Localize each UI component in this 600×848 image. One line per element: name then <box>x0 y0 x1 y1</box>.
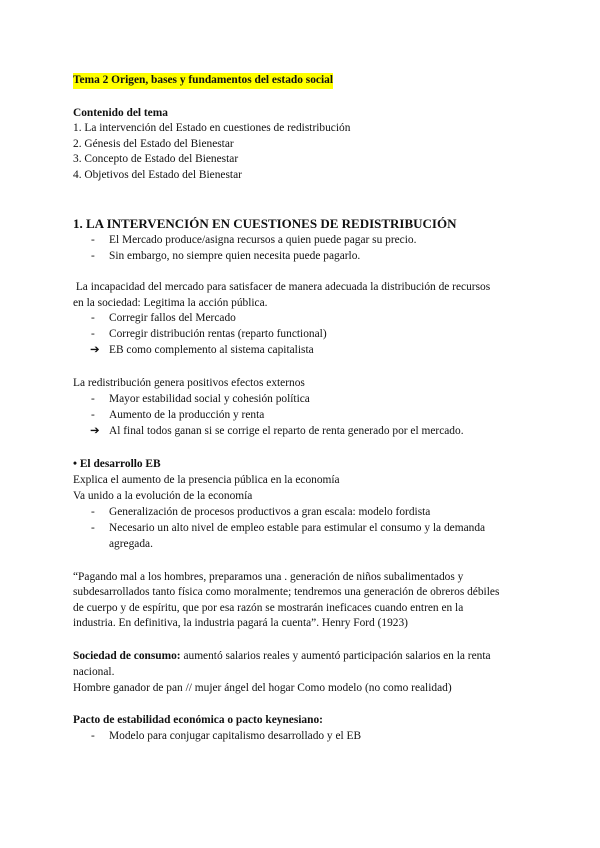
arrow-text: EB como complemento al sistema capitalista <box>109 344 314 356</box>
quote-line: de cuerpo y de espíritu, que por esa razón se mostrarán ineficaces cuando entren en la <box>73 602 464 614</box>
bullet-text: Aumento de la producción y renta <box>109 409 265 421</box>
bullet-text: Necesario un alto nivel de empleo estable para estimular el consumo y la demanda <box>109 522 486 534</box>
consumo-label: Sociedad de consumo: <box>73 650 181 662</box>
bullet-text: El Mercado produce/asigna recursos a quien puede pagar su precio. <box>109 234 417 246</box>
quote-line: subdesarrollados tanto física como moralmente; tendremos una generación de obreros débiles <box>73 586 500 598</box>
bullet-text: Corregir distribución rentas (reparto functional) <box>109 328 327 340</box>
contents-item: 4. Objetivos del Estado del Bienestar <box>73 169 242 181</box>
contents-heading: Contenido del tema <box>73 107 168 119</box>
document-title: Tema 2 Origen, bases y fundamentos del estado social <box>73 73 333 89</box>
arrow-icon: ➔ <box>90 425 100 437</box>
paragraph-line: La incapacidad del mercado para satisfacer de manera adecuada la distribución de recursos <box>73 281 491 293</box>
bullet-dash: - <box>91 250 95 262</box>
contents-item: 3. Concepto de Estado del Bienestar <box>73 153 239 165</box>
quote-line: industria. En definitiva, la industria pagará la cuenta”. Henry Ford (1923) <box>73 617 408 629</box>
paragraph-line: nacional. <box>73 666 115 678</box>
bullet-dash: - <box>91 393 95 405</box>
paragraph-line: La redistribución genera positivos efectos externos <box>73 377 305 389</box>
bullet-text: Mayor estabilidad social y cohesión política <box>109 393 310 405</box>
bullet-dash: - <box>91 409 95 421</box>
contents-item: 2. Génesis del Estado del Bienestar <box>73 138 234 150</box>
desarrollo-heading: • El desarrollo EB <box>73 458 161 470</box>
paragraph-line: Explica el aumento de la presencia pública en la economía <box>73 474 340 486</box>
paragraph-line: Hombre ganador de pan // mujer ángel del hogar Como modelo (no como realidad) <box>73 682 452 694</box>
consumo-text: aumentó salarios reales y aumentó participación salarios en la renta <box>180 650 491 662</box>
bullet-text: Sin embargo, no siempre quien necesita puede pagarlo. <box>109 250 361 262</box>
consumo-line <box>73 649 491 665</box>
bullet-dash: - <box>91 730 95 742</box>
bullet-dash: - <box>91 312 95 324</box>
contents-item: 1. La intervención del Estado en cuestiones de redistribución <box>73 122 351 134</box>
bullet-dash: - <box>91 506 95 518</box>
bullet-text: Modelo para conjugar capitalismo desarrollado y el EB <box>109 730 362 742</box>
arrow-icon: ➔ <box>90 344 100 356</box>
bullet-dash: - <box>91 328 95 340</box>
arrow-text: Al final todos ganan si se corrige el reparto de renta generado por el mercado. <box>109 425 464 437</box>
bullet-text: Generalización de procesos productivos a gran escala: modelo fordista <box>109 506 431 518</box>
bullet-text-continued: agregada. <box>109 538 153 550</box>
bullet-dash: - <box>91 522 95 534</box>
paragraph-line: Va unido a la evolución de la economía <box>73 490 253 502</box>
paragraph-line: en la sociedad: Legitima la acción pública. <box>73 297 268 309</box>
section1-heading: 1. LA INTERVENCIÓN EN CUESTIONES DE REDISTRIBUCIÓN <box>73 216 457 231</box>
bullet-text: Corregir fallos del Mercado <box>109 312 236 324</box>
bullet-dash: - <box>91 234 95 246</box>
pacto-heading: Pacto de estabilidad económica o pacto keynesiano: <box>73 714 323 726</box>
quote-line: “Pagando mal a los hombres, preparamos una . generación de niños subalimentados y <box>73 571 464 583</box>
